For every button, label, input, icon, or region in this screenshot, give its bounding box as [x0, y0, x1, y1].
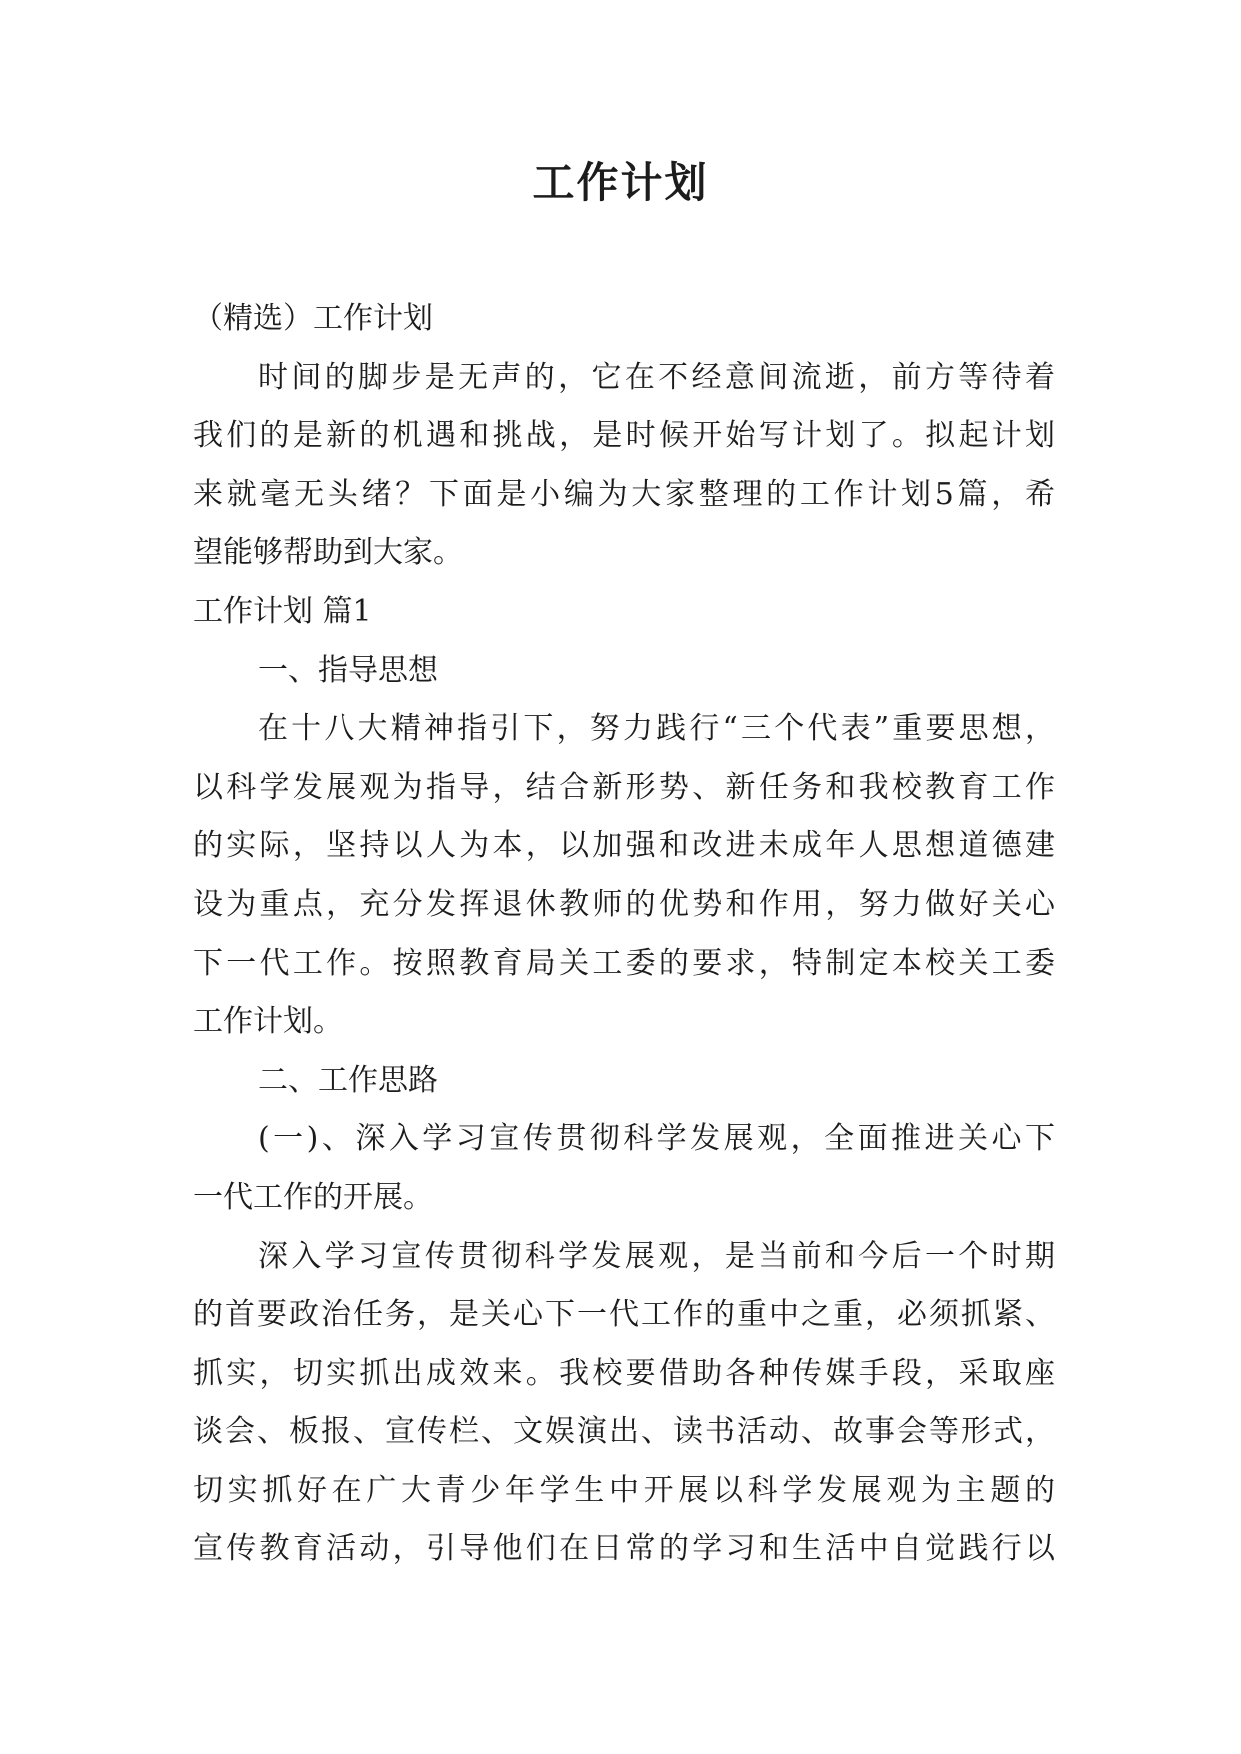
body-line: 切实抓好在广大青少年学生中开展以科学发展观为主题的: [193, 1472, 1055, 1508]
body-line: 抓实，切实抓出成效来。我校要借助各种传媒手段，采取座: [193, 1355, 1055, 1391]
body-line: 在十八大精神指引下，努力践行“三个代表”重要思想，: [258, 711, 1055, 747]
body-line: 的实际，坚持以人为本，以加强和改进未成年人思想道德建: [193, 828, 1055, 864]
document-body: [193, 290, 1055, 1579]
body-line: （精选）工作计划: [193, 301, 433, 336]
body-line: 时间的脚步是无声的，它在不经意间流逝，前方等待着: [258, 359, 1055, 395]
body-line: 一、指导思想: [258, 652, 438, 688]
body-line: 以科学发展观为指导，结合新形势、新任务和我校教育工作: [193, 769, 1055, 805]
body-line: 我们的是新的机遇和挑战，是时候开始写计划了。拟起计划: [193, 418, 1055, 454]
body-line: 望能够帮助到大家。: [193, 535, 463, 571]
body-line: 工作计划 篇1: [193, 593, 372, 629]
body-line: 来就毫无头绪？下面是小编为大家整理的工作计划5篇，希: [193, 476, 1055, 512]
document-title: 工作计划: [532, 158, 709, 207]
body-line: 深入学习宣传贯彻科学发展观，是当前和今后一个时期: [258, 1238, 1055, 1274]
body-line: 一代工作的开展。: [193, 1179, 433, 1215]
body-line: 设为重点，充分发挥退休教师的优势和作用，努力做好关心: [193, 886, 1055, 922]
body-line: 下一代工作。按照教育局关工委的要求，特制定本校关工委: [193, 945, 1055, 981]
body-line: (一)、深入学习宣传贯彻科学发展观，全面推进关心下: [258, 1121, 1055, 1157]
body-line: 的首要政治任务，是关心下一代工作的重中之重，必须抓紧、: [193, 1297, 1055, 1333]
body-line: 宣传教育活动，引导他们在日常的学习和生活中自觉践行以: [193, 1531, 1055, 1567]
body-line: 工作计划。: [193, 1004, 343, 1040]
body-line: 二、工作思路: [258, 1062, 438, 1098]
body-line: 谈会、板报、宣传栏、文娱演出、读书活动、故事会等形式，: [193, 1414, 1055, 1450]
